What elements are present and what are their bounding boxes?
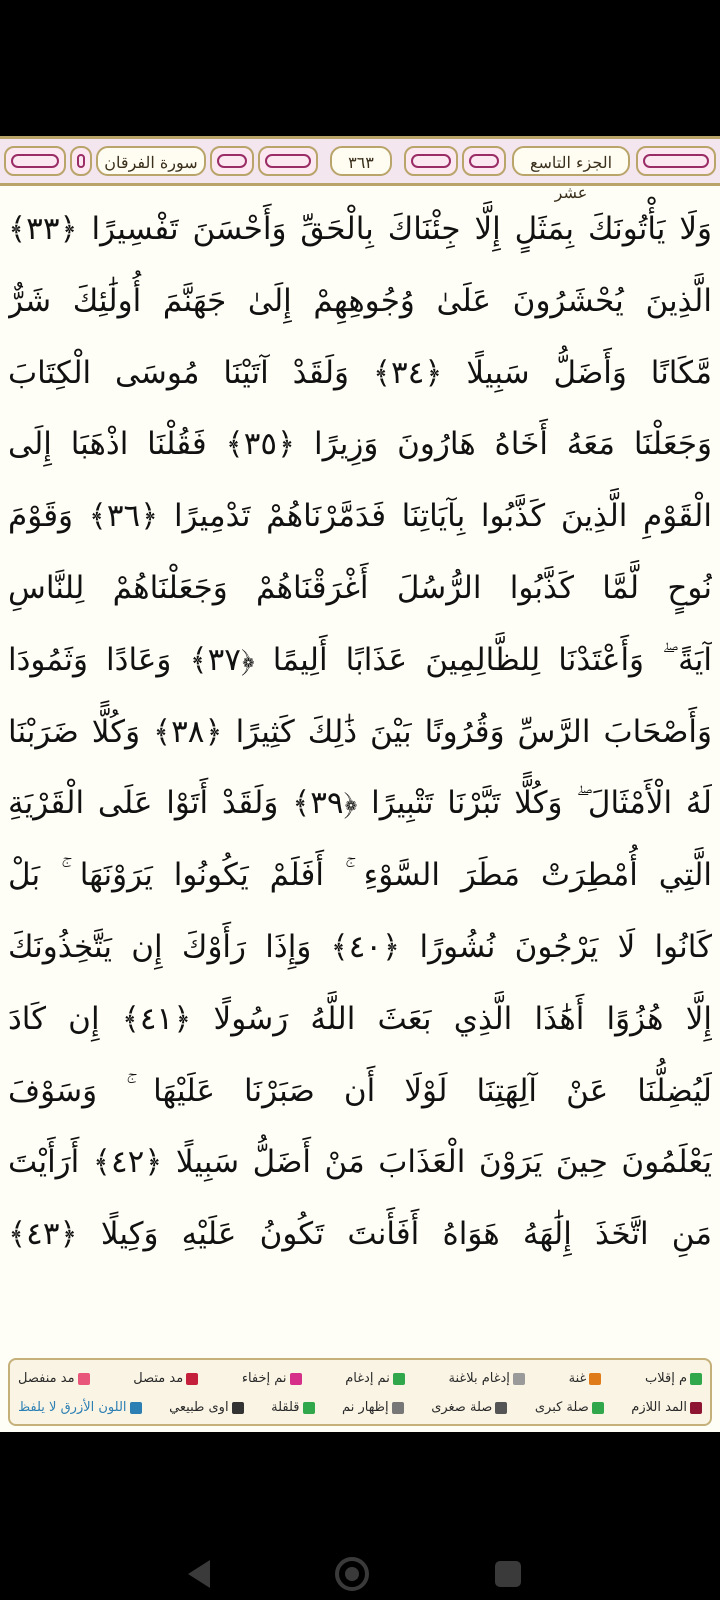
legend-item-madd-tabii xyxy=(169,1393,244,1422)
legend-item-madd-lazim xyxy=(631,1393,702,1422)
legend-label: المد اللازم xyxy=(631,1400,687,1415)
text-line: آيَةً ۖ وَأَعْتَدْنَا لِلظَّالِمِينَ عَذَابًا أَلِيمًا ﴿٣٧﴾ وَعَادًا وَثَمُودَا xyxy=(8,641,712,678)
text-line: الَّتِي أُمْطِرَتْ مَطَرَ السَّوْءِ ۚ أَفَلَمْ يَكُونُوا يَرَوْنَهَا ۚ بَلْ xyxy=(8,857,712,894)
legend-item-iqlab xyxy=(645,1364,702,1393)
legend-item-idgham-no-ghunna xyxy=(449,1364,525,1393)
text-line: وَأَصْحَابَ الرَّسِّ وَقُرُونًا بَيْنَ ذَٰلِكَ كَثِيرًا ﴿٣٨﴾ وَكُلًّا ضَرَبْنَا xyxy=(8,713,712,750)
legend-label: غنة xyxy=(568,1371,587,1386)
legend-label: إدغام بلاغنة xyxy=(448,1371,510,1386)
legend-label: مد منفصل xyxy=(18,1371,75,1386)
legend-item-silent xyxy=(18,1393,141,1422)
ornament-icon xyxy=(636,146,716,176)
text-line: وَجَعَلْنَا مَعَهُ أَخَاهُ هَارُونَ وَزِيرًا ﴿٣٥﴾ فَقُلْنَا اذْهَبَا إِلَى xyxy=(8,426,712,463)
back-icon[interactable] xyxy=(186,1558,214,1590)
legend-item-sila-sughra xyxy=(431,1393,507,1422)
legend-label: اللون الأزرق لا يلفظ xyxy=(18,1400,127,1415)
legend-item-ikhfa xyxy=(242,1364,302,1393)
legend-swatch xyxy=(78,1373,90,1385)
recents-icon[interactable] xyxy=(493,1559,523,1589)
text-line: لَهُ الْأَمْثَالَ ۖ وَكُلًّا تَبَّرْنَا تَتْبِيرًا ﴿٣٩﴾ وَلَقَدْ أَتَوْا عَلَى الْقَرْيَةِ xyxy=(8,785,712,822)
ornament-icon xyxy=(404,146,458,176)
legend-swatch xyxy=(690,1373,702,1385)
legend-swatch xyxy=(232,1402,244,1414)
ornament-icon xyxy=(462,146,506,176)
legend-item-ghunna xyxy=(569,1364,602,1393)
legend-row xyxy=(18,1393,702,1422)
text-line: مَّكَانًا وَأَضَلُّ سَبِيلًا ﴿٣٤﴾ وَلَقَدْ آتَيْنَا مُوسَى الْكِتَابَ xyxy=(8,354,712,391)
legend-item-idgham xyxy=(345,1364,405,1393)
quran-text xyxy=(8,194,712,1344)
navigation-bar xyxy=(0,1432,720,1600)
legend-swatch xyxy=(393,1373,405,1385)
legend-swatch xyxy=(290,1373,302,1385)
ornament-icon xyxy=(4,146,66,176)
juz-label: الجزء التاسع عشر xyxy=(512,146,630,176)
text-line: إِلَّا هُزُوًا أَهَٰذَا الَّذِي بَعَثَ اللَّهُ رَسُولًا ﴿٤١﴾ إِن كَادَ xyxy=(8,1000,712,1037)
legend-item-qalqala xyxy=(271,1393,314,1422)
surah-name-label: سورة الفرقان xyxy=(96,146,206,176)
text-line: الْقَوْمِ الَّذِينَ كَذَّبُوا بِآيَاتِنَا فَدَمَّرْنَاهُمْ تَدْمِيرًا ﴿٣٦﴾ وَقَوْمَ xyxy=(8,498,712,535)
legend-swatch xyxy=(690,1402,702,1414)
legend-swatch xyxy=(513,1373,525,1385)
text-line: مَنِ اتَّخَذَ إِلَٰهَهُ هَوَاهُ أَفَأَنتَ تَكُونُ عَلَيْهِ وَكِيلًا ﴿٤٣﴾ xyxy=(8,1216,712,1253)
legend-item-sila-kubra xyxy=(535,1393,604,1422)
ornament-icon xyxy=(258,146,318,176)
legend-item-madd-munfasil xyxy=(18,1364,90,1393)
legend-swatch xyxy=(495,1402,507,1414)
ornament-icon xyxy=(70,146,92,176)
text-line: كَانُوا لَا يَرْجُونَ نُشُورًا ﴿٤٠﴾ وَإِذَا رَأَوْكَ إِن يَتَّخِذُونَكَ xyxy=(8,928,712,965)
text-line: يَعْلَمُونَ حِينَ يَرَوْنَ الْعَذَابَ مَنْ أَضَلُّ سَبِيلًا ﴿٤٢﴾ أَرَأَيْتَ xyxy=(8,1144,712,1181)
mushaf-page[interactable] xyxy=(0,136,720,1432)
ornament-icon xyxy=(210,146,254,176)
text-line: وَلَا يَأْتُونَكَ بِمَثَلٍ إِلَّا جِئْنَاكَ بِالْحَقِّ وَأَحْسَنَ تَفْسِيرًا ﴿٣٣﴾ xyxy=(8,211,712,247)
legend-label: مد متصل xyxy=(133,1371,184,1386)
legend-label: نم إخفاء xyxy=(241,1371,287,1386)
home-icon[interactable] xyxy=(334,1556,370,1592)
legend-item-madd-muttasil xyxy=(133,1364,198,1393)
legend-label: إظهار نم xyxy=(342,1400,389,1415)
legend-row xyxy=(18,1364,702,1393)
legend-swatch xyxy=(592,1402,604,1414)
legend-label: م إقلاب xyxy=(644,1371,687,1386)
legend-swatch xyxy=(186,1373,198,1385)
legend-swatch xyxy=(130,1402,142,1414)
legend-label: صلة كبرى xyxy=(534,1400,589,1415)
legend-item-izhar xyxy=(342,1393,404,1422)
page-header xyxy=(0,136,720,202)
text-line: لَيُضِلُّنَا عَنْ آلِهَتِنَا لَوْلَا أَن صَبَرْنَا عَلَيْهَا ۚ وَسَوْفَ xyxy=(8,1072,712,1109)
legend-swatch xyxy=(589,1373,601,1385)
status-bar xyxy=(0,0,720,136)
legend-label: اوى طبيعي xyxy=(169,1400,229,1415)
legend-swatch xyxy=(303,1402,315,1414)
page-number: ٣٦٣ xyxy=(330,146,392,176)
text-line: الَّذِينَ يُحْشَرُونَ عَلَىٰ وُجُوهِهِمْ إِلَىٰ جَهَنَّمَ أُولَٰئِكَ شَرٌّ xyxy=(8,282,712,319)
legend-label: نم إدغام xyxy=(345,1371,390,1386)
legend-swatch xyxy=(392,1402,404,1414)
tajweed-legend xyxy=(8,1358,712,1426)
text-line: نُوحٍ لَّمَّا كَذَّبُوا الرُّسُلَ أَغْرَقْنَاهُمْ وَجَعَلْنَاهُمْ لِلنَّاسِ xyxy=(8,569,712,606)
legend-label: صلة صغرى xyxy=(431,1400,493,1415)
legend-label: قلقلة xyxy=(271,1400,300,1415)
